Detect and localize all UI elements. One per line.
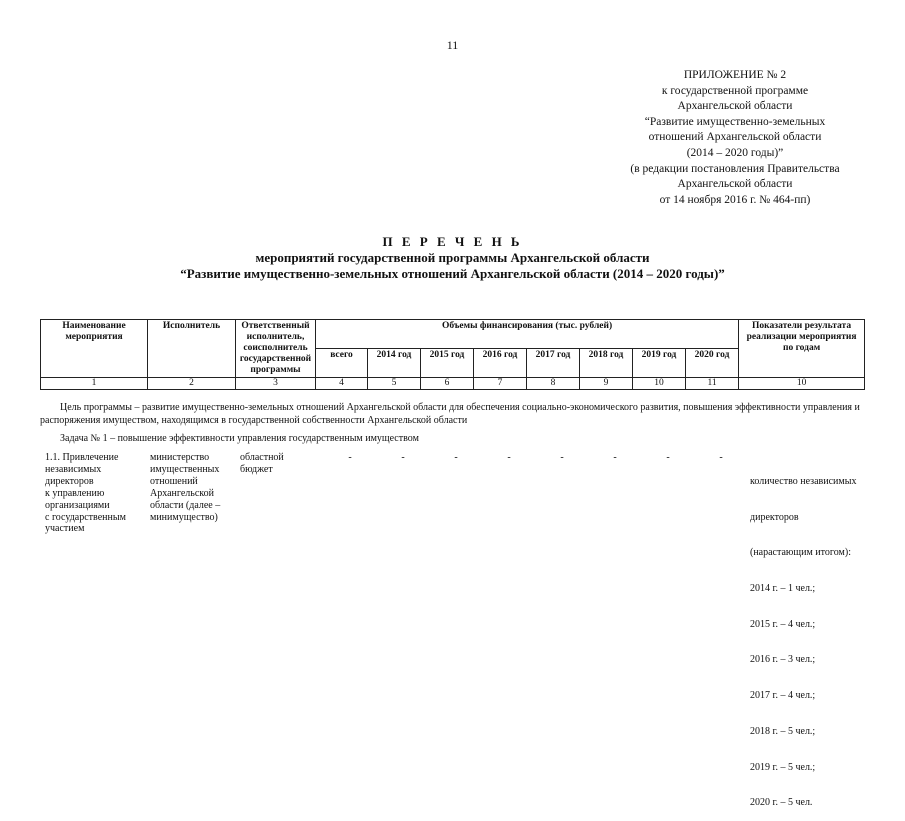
measure-name-line: независимых [45,463,102,475]
indicator-line: 2020 г. – 5 чел. [750,797,813,809]
column-number: 8 [527,378,580,390]
column-number-row [41,378,865,390]
appendix-line: отношений Архангельской области [648,131,822,144]
indicator-cell [750,452,856,821]
program-goal: Цель программы – развитие имущественно-земельных отношений Архангельской области для обеспечения социально-экономического развития, повышения эффективности управления и распоряжения имуществом, находящимся в государственной собственности Архангельской области [40,402,860,426]
title-line-1: П Е Р Е Ч Е Н Ь [382,234,523,249]
amount-total: - [348,452,352,463]
column-number: 10 [633,378,686,390]
indicator-line: 2018 г. – 5 чел.; [750,725,816,737]
appendix-block [590,68,880,208]
appendix-line: (в редакции постановления Правительства [630,162,840,175]
header-year: 2018 год [580,349,633,378]
header-executor: Исполнитель [148,320,236,378]
executor-line: министерство [150,452,210,463]
funding-source-line: бюджет [240,463,273,475]
document-title [0,234,905,282]
amount-2015: - [454,452,458,463]
measure-name-line: директоров [45,475,94,487]
column-number: 6 [421,378,474,390]
task-1: Задача № 1 – повышение эффективности управления государственным имуществом [60,433,419,444]
header-name: Наименование мероприятия [41,320,148,378]
indicator-line: 2015 г. – 4 чел.; [750,618,816,630]
indicator-line: директоров [750,511,799,523]
funding-source-line: областной [240,452,284,463]
appendix-line: “Развитие имущественно-земельных [644,115,826,128]
page-number: 11 [446,38,459,52]
column-number: 5 [368,378,421,390]
column-number: 10 [739,378,865,390]
column-number: 3 [236,378,316,390]
measure-name-line: 1.1. Привлечение [45,452,119,463]
indicator-line: 2014 г. – 1 чел.; [750,582,816,594]
column-number: 1 [41,378,148,390]
executor-cell [150,452,220,523]
header-year: 2016 год [474,349,527,378]
header-funding: Объемы финансирования (тыс. рублей) [316,320,739,349]
appendix-line: ПРИЛОЖЕНИЕ № 2 [683,69,787,81]
appendix-line: от 14 ноября 2016 г. № 464-пп) [659,193,811,206]
indicator-line: 2019 г. – 5 чел.; [750,761,816,773]
indicator-line: количество независимых [750,475,857,487]
amount-2014: - [401,452,405,463]
amount-2018: - [613,452,617,463]
measure-name-line: с государственным [45,511,126,523]
funding-source-cell [240,452,284,476]
column-number: 4 [316,378,368,390]
amount-2016: - [507,452,511,463]
column-number: 9 [580,378,633,390]
title-line-3: “Развитие имущественно-земельных отношений Архангельской области (2014 – 2020 годы)” [180,266,725,281]
executor-line: Архангельской [150,487,214,499]
appendix-line: (2014 – 2020 годы)” [686,146,784,159]
column-number: 2 [148,378,236,390]
amount-2019: - [666,452,670,463]
header-row-1 [41,320,865,349]
measure-name-line: участием [45,523,85,535]
indicator-line: (нарастающим итогом): [750,547,851,559]
header-year: 2020 год [686,349,739,378]
indicator-line: 2016 г. – 3 чел.; [750,654,816,666]
indicator-line: 2017 г. – 4 чел.; [750,690,816,702]
executor-line: минимущество) [150,511,218,523]
executor-line: имущественных [150,463,220,475]
header-year: 2017 год [527,349,580,378]
measure-name-cell [45,452,126,535]
column-number: 11 [686,378,739,390]
title-line-2: мероприятий государственной программы Архангельской области [255,250,650,265]
header-year: 2015 год [421,349,474,378]
header-year: 2014 год [368,349,421,378]
appendix-line: Архангельской области [677,100,793,113]
appendix-line: Архангельской области [677,178,793,191]
executor-line: отношений [150,475,198,487]
measure-name-line: к управлению [45,487,105,499]
column-number: 7 [474,378,527,390]
header-responsible: Ответственный исполнитель, соисполнитель государственной программы [236,320,316,378]
executor-line: области (далее – [150,499,221,511]
appendix-line: к государственной программе [661,84,809,97]
measure-name-line: организациями [45,499,110,511]
header-total: всего [316,349,368,378]
amount-2017: - [560,452,564,463]
amount-2020: - [719,452,723,463]
header-year: 2019 год [633,349,686,378]
measures-table [40,319,865,390]
header-indicators: Показатели результата реализации мероприятия по годам [739,320,865,378]
